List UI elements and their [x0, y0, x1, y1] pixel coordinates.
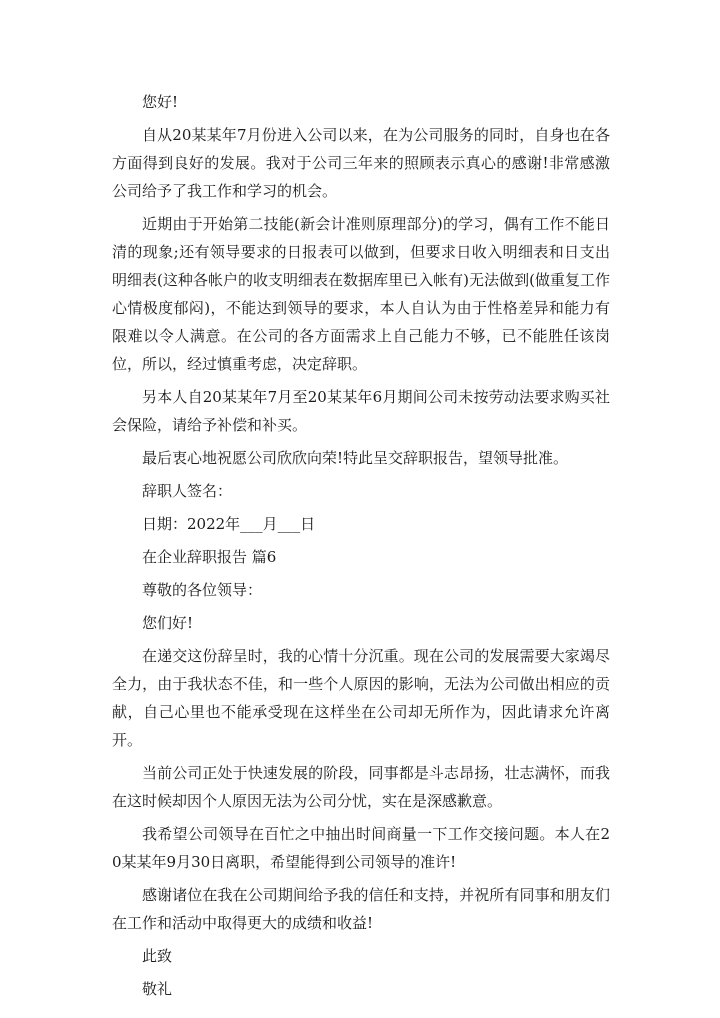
- greeting: 您好!: [142, 93, 179, 111]
- date-line: 日期：2022年___月___日: [142, 515, 316, 533]
- paragraph-submission: 在递交这份辞呈时，我的心情十分沉重。现在公司的发展需要大家竭尽全力，由于我状态不佳，和一些个人原因的影响，无法为公司做出相应的贡献，自己心里也不能承受现在这样坐在公司却无所作为，因此请求允许离开。: [112, 647, 610, 749]
- document-body: [112, 88, 610, 1008]
- salutation: 尊敬的各位领导：: [142, 581, 263, 599]
- paragraph-reason: 近期由于开始第二技能(新会计准则原理部分)的学习，偶有工作不能日清的现象;还有领导要求的日报表可以做到，但要求日收入明细表和日支出明细表(这种各帐户的收支明细表在数据库里已入帐有)无法做到(做重复工作心情极度郁闷)，不能达到领导的要求，本人自认为由于性格差异和能力有限难以令人满意。在公司的各方面需求上自己能力不够，已不能胜任该岗位，所以，经过慎重考虑，决定辞职。: [112, 215, 610, 373]
- greeting-2: 您们好!: [142, 614, 194, 632]
- paragraph-insurance: 另本人自20某某年7月至20某某年6月期间公司未按劳动法要求购买社会保险，请给予补偿和补买。: [112, 388, 610, 434]
- paragraph-closing-wish: 最后衷心地祝愿公司欣欣向荣!特此呈交辞职报告，望领导批准。: [142, 449, 569, 467]
- closing-jingli: 敬礼: [142, 980, 173, 998]
- section-title: 在企业辞职报告 篇6: [142, 548, 277, 566]
- paragraph-handover: 我希望公司领导在百忙之中抽出时间商量一下工作交接问题。本人在20某某年9月30日离职，希望能得到公司领导的准许!: [112, 825, 610, 871]
- paragraph-apology: 当前公司正处于快速发展的阶段，同事都是斗志昂扬，壮志满怀，而我在这时候却因个人原因无法为公司分忧，实在是深感歉意。: [112, 764, 610, 810]
- paragraph-thanks: 感谢诸位在我在公司期间给予我的信任和支持，并祝所有同事和朋友们在工作和活动中取得更大的成绩和收益!: [112, 886, 610, 932]
- paragraph-intro: 自从20某某年7月份进入公司以来，在为公司服务的同时，自身也在各方面得到良好的发展。我对于公司三年来的照顾表示真心的感谢!非常感激公司给予了我工作和学习的机会。: [112, 126, 610, 200]
- signature-line: 辞职人签名：: [142, 482, 233, 500]
- closing-cizhi: 此致: [142, 947, 173, 965]
